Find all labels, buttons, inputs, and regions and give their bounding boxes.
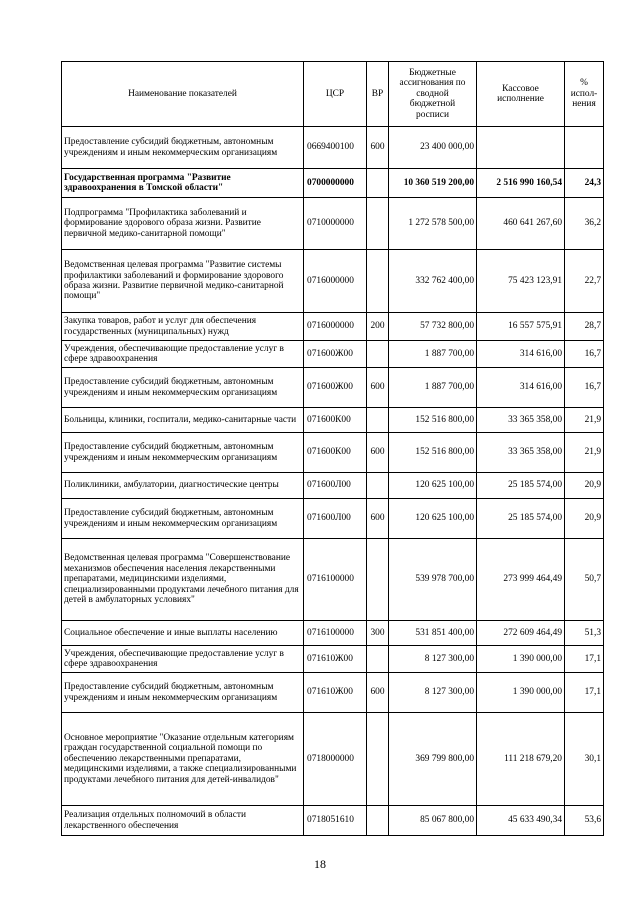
row-percent	[565, 127, 604, 169]
row-name: Предоставление субсидий бюджетным, автономным учреждениям и иным некоммерческим организациям	[62, 673, 304, 713]
row-name: Основное мероприятие "Оказание отдельным категориям граждан государственной социальной помощи по обеспечению лекарственными препаратами, медицинскими изделиями, а также специализированными продуктами лечебного питания для детей-инвалидов"	[62, 713, 304, 806]
header-name: Наименование показателей	[62, 62, 304, 127]
row-budget: 120 625 100,00	[389, 499, 477, 539]
row-budget: 531 851 400,00	[389, 621, 477, 646]
row-cash	[477, 127, 565, 169]
table-row	[62, 713, 604, 806]
header-cash: Кассовое исполнение	[477, 62, 565, 127]
row-budget: 152 516 800,00	[389, 408, 477, 433]
row-vr	[367, 713, 389, 806]
table-row	[62, 408, 604, 433]
row-cash: 314 616,00	[477, 341, 565, 368]
row-cash: 75 423 123,91	[477, 250, 565, 313]
row-csr: 0669400100	[304, 127, 367, 169]
row-csr: 0716000000	[304, 313, 367, 341]
row-csr: 071600К00	[304, 408, 367, 433]
table-row	[62, 433, 604, 473]
row-csr: 0716000000	[304, 250, 367, 313]
row-name: Предоставление субсидий бюджетным, автономным учреждениям и иным некоммерческим организациям	[62, 499, 304, 539]
row-budget: 23 400 000,00	[389, 127, 477, 169]
row-cash: 314 616,00	[477, 368, 565, 408]
row-csr: 0716100000	[304, 621, 367, 646]
row-vr	[367, 198, 389, 250]
row-percent: 24,3	[565, 169, 604, 198]
row-vr: 600	[367, 368, 389, 408]
row-name: Больницы, клиники, госпитали, медико-санитарные части	[62, 408, 304, 433]
row-name: Закупка товаров, работ и услуг для обеспечения государственных (муниципальных) нужд	[62, 313, 304, 341]
row-name: Учреждения, обеспечивающие предоставление услуг в сфере здравоохранения	[62, 341, 304, 368]
row-name: Учреждения, обеспечивающие предоставление услуг в сфере здравоохранения	[62, 646, 304, 673]
row-budget: 152 516 800,00	[389, 433, 477, 473]
row-csr: 071600К00	[304, 433, 367, 473]
row-csr: 0710000000	[304, 198, 367, 250]
row-cash: 273 999 464,49	[477, 539, 565, 621]
row-percent: 53,6	[565, 806, 604, 836]
row-csr: 0716100000	[304, 539, 367, 621]
row-csr: 071610Ж00	[304, 673, 367, 713]
budget-execution-table	[61, 61, 604, 836]
row-budget: 332 762 400,00	[389, 250, 477, 313]
row-percent: 20,9	[565, 473, 604, 499]
row-budget: 57 732 800,00	[389, 313, 477, 341]
table-row	[62, 499, 604, 539]
row-cash: 460 641 267,60	[477, 198, 565, 250]
row-vr: 300	[367, 621, 389, 646]
row-csr: 071600Л00	[304, 473, 367, 499]
table-row	[62, 198, 604, 250]
row-name: Социальное обеспечение и иные выплаты населению	[62, 621, 304, 646]
row-budget: 1 887 700,00	[389, 368, 477, 408]
row-csr: 0718000000	[304, 713, 367, 806]
row-percent: 21,9	[565, 408, 604, 433]
row-vr: 600	[367, 433, 389, 473]
row-cash: 33 365 358,00	[477, 408, 565, 433]
row-budget: 539 978 700,00	[389, 539, 477, 621]
row-cash: 16 557 575,91	[477, 313, 565, 341]
row-budget: 1 887 700,00	[389, 341, 477, 368]
row-csr: 071600Л00	[304, 499, 367, 539]
row-percent: 17,1	[565, 673, 604, 713]
row-csr: 0700000000	[304, 169, 367, 198]
table-header-row	[62, 62, 604, 127]
table-row	[62, 806, 604, 836]
row-percent: 20,9	[565, 499, 604, 539]
row-name: Предоставление субсидий бюджетным, автономным учреждениям и иным некоммерческим организациям	[62, 368, 304, 408]
row-name: Предоставление субсидий бюджетным, автономным учреждениям и иным некоммерческим организациям	[62, 127, 304, 169]
row-vr	[367, 341, 389, 368]
row-cash: 2 516 990 160,54	[477, 169, 565, 198]
row-budget: 369 799 800,00	[389, 713, 477, 806]
row-budget: 8 127 300,00	[389, 646, 477, 673]
table-row	[62, 127, 604, 169]
row-percent: 30,1	[565, 713, 604, 806]
row-name: Ведомственная целевая программа "Развитие системы профилактики заболеваний и формирование здорового образа жизни. Развитие первичной медико-санитарной помощи"	[62, 250, 304, 313]
row-budget: 120 625 100,00	[389, 473, 477, 499]
table-row	[62, 673, 604, 713]
row-csr: 0718051610	[304, 806, 367, 836]
row-vr	[367, 169, 389, 198]
row-cash: 25 185 574,00	[477, 499, 565, 539]
row-percent: 16,7	[565, 368, 604, 408]
row-percent: 16,7	[565, 341, 604, 368]
table-row	[62, 341, 604, 368]
row-cash: 111 218 679,20	[477, 713, 565, 806]
row-name: Подпрограмма "Профилактика заболеваний и формирование здорового образа жизни. Развитие первичной медико-санитарной помощи"	[62, 198, 304, 250]
table-row	[62, 646, 604, 673]
row-percent: 28,7	[565, 313, 604, 341]
header-vr: ВР	[367, 62, 389, 127]
row-vr	[367, 250, 389, 313]
table-row	[62, 313, 604, 341]
row-percent: 36,2	[565, 198, 604, 250]
row-cash: 33 365 358,00	[477, 433, 565, 473]
row-vr	[367, 473, 389, 499]
table-row	[62, 250, 604, 313]
row-cash: 45 633 490,34	[477, 806, 565, 836]
row-vr: 600	[367, 127, 389, 169]
row-vr: 600	[367, 673, 389, 713]
row-vr: 600	[367, 499, 389, 539]
page-number: 18	[314, 857, 326, 871]
row-name: Ведомственная целевая программа "Совершенствование механизмов обеспечения населения лекарственными препаратами, медицинскими изделиями, специализированными продуктами лечебного питания для детей в амбулаторных условиях"	[62, 539, 304, 621]
row-budget: 85 067 800,00	[389, 806, 477, 836]
table-row	[62, 473, 604, 499]
header-budget: Бюджетные ассигнования по сводной бюджетной росписи	[389, 62, 477, 127]
row-percent: 21,9	[565, 433, 604, 473]
row-percent: 17,1	[565, 646, 604, 673]
row-name: Поликлиники, амбулатории, диагностические центры	[62, 473, 304, 499]
header-csr: ЦСР	[304, 62, 367, 127]
row-percent: 51,3	[565, 621, 604, 646]
row-vr	[367, 408, 389, 433]
row-csr: 071600Ж00	[304, 341, 367, 368]
row-csr: 071600Ж00	[304, 368, 367, 408]
row-vr	[367, 806, 389, 836]
row-budget: 1 272 578 500,00	[389, 198, 477, 250]
table-row	[62, 621, 604, 646]
row-name: Реализация отдельных полномочий в области лекарственного обеспечения	[62, 806, 304, 836]
row-vr	[367, 646, 389, 673]
row-name: Государственная программа "Развитие здравоохранения в Томской области"	[62, 169, 304, 198]
table-row	[62, 539, 604, 621]
row-name: Предоставление субсидий бюджетным, автономным учреждениям и иным некоммерческим организациям	[62, 433, 304, 473]
table-row	[62, 368, 604, 408]
header-percent: % испол-нения	[565, 62, 604, 127]
row-cash: 1 390 000,00	[477, 673, 565, 713]
row-budget: 8 127 300,00	[389, 673, 477, 713]
row-vr: 200	[367, 313, 389, 341]
row-budget: 10 360 519 200,00	[389, 169, 477, 198]
row-csr: 071610Ж00	[304, 646, 367, 673]
row-percent: 22,7	[565, 250, 604, 313]
row-cash: 272 609 464,49	[477, 621, 565, 646]
row-vr	[367, 539, 389, 621]
row-cash: 1 390 000,00	[477, 646, 565, 673]
row-cash: 25 185 574,00	[477, 473, 565, 499]
table-row	[62, 169, 604, 198]
row-percent: 50,7	[565, 539, 604, 621]
